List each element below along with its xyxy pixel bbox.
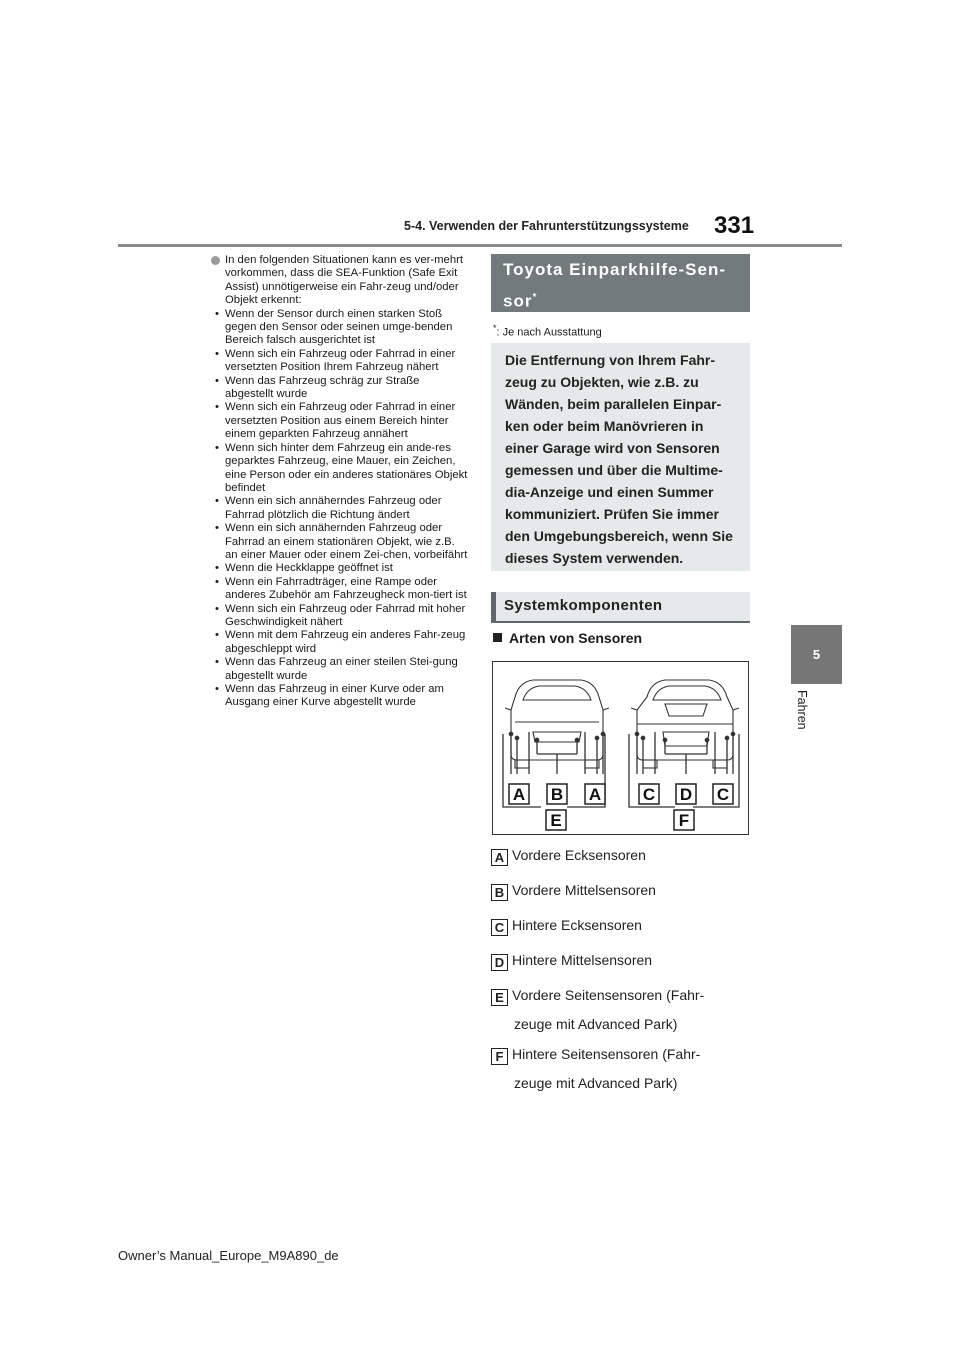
square-bullet-icon (493, 633, 502, 642)
legend-key: C (491, 919, 508, 936)
legend-item-b (491, 882, 656, 901)
footnote-text: : Je nach Ausstattung (496, 326, 602, 339)
list-item: • Wenn die Heckklappe geöffnet ist (211, 562, 469, 575)
sensor-heading-text: Arten von Sensoren (509, 630, 643, 646)
legend-key: F (491, 1048, 508, 1065)
legend-item-e (491, 987, 704, 1006)
diagram-label-b: B (550, 785, 564, 804)
list-item: • Wenn ein Fahrradträger, eine Rampe oder anderes Zubehör am Fahrzeugheck mon-tiert ist (211, 576, 469, 603)
chapter-number: 5 (812, 647, 821, 662)
diagram-label-a1: A (512, 785, 526, 804)
chapter-tab[interactable] (791, 625, 842, 684)
legend-item-d (491, 952, 652, 971)
legend-item-a (491, 847, 646, 866)
legend-key: B (491, 884, 508, 901)
list-item: • Wenn mit dem Fahrzeug ein anderes Fahr-zeug abgeschleppt wird (211, 629, 469, 656)
legend-key: D (491, 954, 508, 971)
sensor-diagram-svg (493, 662, 748, 834)
legend-text: Vordere Ecksensoren (512, 847, 646, 863)
situation-list (211, 308, 469, 710)
legend-text-cont: zeuge mit Advanced Park) (514, 1016, 678, 1032)
system-heading-text: Systemkomponenten (504, 597, 663, 614)
legend-text: Vordere Mittelsensoren (512, 882, 656, 898)
list-item: • Wenn der Sensor durch einen starken Stoß gegen den Sensor oder seinen umge-benden Bereich falsch ausgerichtet ist (211, 308, 469, 348)
system-components-heading (491, 592, 750, 622)
sensor-diagram (492, 661, 749, 835)
legend-key: A (491, 849, 508, 866)
info-text: Die Entfernung von Ihrem Fahr-zeug zu Objekten, wie z.B. zu Wänden, beim parallelen Einpar-ken oder beim Manövrieren in einer Garage wird von Sensoren gemessen und über die Multime-dia-Anzeige und einen Summer kommuniziert. Prüfen Sie immer den Umgebungsbereich, wenn Sie dieses System verwenden. (505, 352, 733, 566)
left-column (211, 254, 469, 710)
list-item: • Wenn das Fahrzeug schräg zur Straße abgestellt wurde (211, 375, 469, 402)
list-item: • Wenn ein sich annähernden Fahrzeug oder Fahrrad an einem stationären Objekt, wie z.B. an einer Mauer oder einem Zei-chen, vorbeifährt (211, 522, 469, 562)
diagram-label-d: D (679, 785, 693, 804)
list-item: • Wenn das Fahrzeug in einer Kurve oder am Ausgang einer Kurve abgestellt wurde (211, 683, 469, 710)
list-item: • Wenn sich ein Fahrzeug oder Fahrrad in einer versetzten Position Ihrem Fahrzeug nähert (211, 348, 469, 375)
diagram-label-e: E (550, 811, 562, 830)
chapter-label: Fahren (795, 690, 809, 730)
section-title-line1: Toyota Einparkhilfe-Sen- (503, 260, 726, 279)
system-heading-rule (491, 621, 750, 623)
section-title-box (491, 254, 750, 312)
diagram-label-f: F (678, 811, 690, 830)
header-divider (118, 244, 842, 247)
legend-text: Hintere Seitensensoren (Fahr- (512, 1046, 701, 1062)
footnote-asterisk: * (493, 323, 497, 333)
diagram-label-a2: A (588, 785, 602, 804)
rear-car-icon (631, 680, 739, 768)
legend-item-c (491, 917, 642, 936)
section-title-line2: sor (503, 291, 533, 311)
list-item: • Wenn das Fahrzeug an einer steilen Stei-gung abgestellt wurde (211, 656, 469, 683)
footer-manual-id: Owner’s Manual_Europe_M9A890_de (118, 1248, 339, 1263)
legend-text-cont: zeuge mit Advanced Park) (514, 1075, 678, 1091)
diagram-label-c1: C (642, 785, 656, 804)
footnote (493, 323, 602, 339)
section-title-asterisk: * (532, 292, 538, 303)
sensor-types-heading (493, 630, 642, 646)
legend-key: E (491, 989, 508, 1006)
list-item: • Wenn sich hinter dem Fahrzeug ein ande-res geparktes Fahrzeug, eine Mauer, ein Zeichen, eine Person oder ein anderes stationäres Objekt befindet (211, 442, 469, 496)
page-number: 331 (714, 212, 755, 239)
diagram-label-c2: C (716, 785, 730, 804)
bullet-intro (211, 254, 469, 308)
info-box (491, 343, 750, 571)
list-item: • Wenn ein sich annäherndes Fahrzeug oder Fahrrad plötzlich die Richtung ändert (211, 495, 469, 522)
legend-text: Hintere Ecksensoren (512, 917, 642, 933)
section-header-title: 5-4. Verwenden der Fahrunterstützungssysteme (404, 219, 689, 233)
legend-text: Hintere Mittelsensoren (512, 952, 653, 968)
intro-text: In den folgenden Situationen kann es ver-mehrt vorkommen, dass die SEA-Funktion (Safe Exit Assist) unnötigerweise ein Fahr-zeug und/oder Objekt erkennt: (225, 254, 464, 307)
legend-item-f (491, 1046, 700, 1065)
list-item: • Wenn sich ein Fahrzeug oder Fahrrad mit hoher Geschwindigkeit nähert (211, 603, 469, 630)
list-item: • Wenn sich ein Fahrzeug oder Fahrrad in einer versetzten Position aus einem Bereich hinter einem geparkten Fahrzeug annähert (211, 401, 469, 441)
legend-text: Vordere Seitensensoren (Fahr- (512, 987, 705, 1003)
bullet-circle-icon (211, 256, 220, 265)
